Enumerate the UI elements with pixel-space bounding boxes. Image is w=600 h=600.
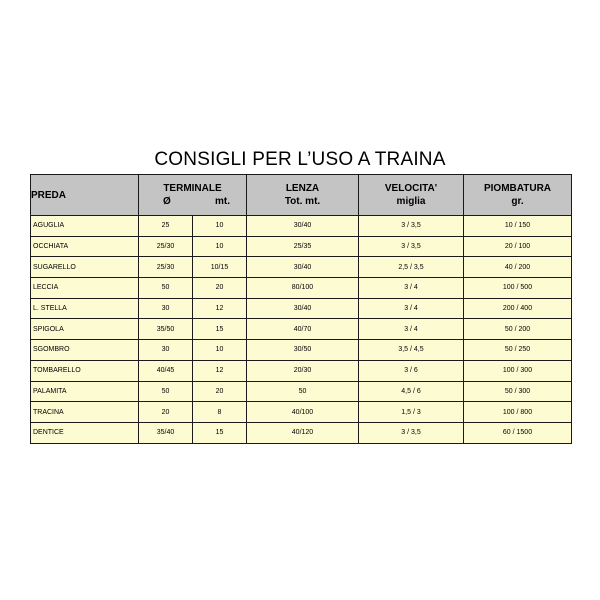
cell-preda: PALAMITA [31, 381, 139, 402]
cell-velocita: 2,5 / 3,5 [359, 257, 464, 278]
cell-velocita: 3 / 3,5 [359, 422, 464, 443]
cell-lenza: 80/100 [247, 278, 359, 299]
cell-velocita: 3 / 3,5 [359, 216, 464, 237]
header-preda-label: PREDA [31, 189, 67, 201]
cell-velocita: 4,5 / 6 [359, 381, 464, 402]
cell-preda: SGOMBRO [31, 340, 139, 361]
header-piombatura-label: PIOMBATURA [483, 183, 552, 194]
cell-mt: 10 [193, 340, 247, 361]
cell-piombatura: 10 / 150 [464, 216, 572, 237]
header-lenza-label: LENZA [285, 183, 320, 194]
header-piombatura-sub: gr. [511, 196, 524, 207]
cell-lenza: 30/50 [247, 340, 359, 361]
header-velocita [359, 175, 464, 216]
cell-piombatura: 50 / 200 [464, 319, 572, 340]
header-terminale [139, 175, 247, 216]
cell-velocita: 3 / 4 [359, 298, 464, 319]
table-row [31, 298, 572, 319]
cell-preda: SPIGOLA [31, 319, 139, 340]
cell-lenza: 30/40 [247, 257, 359, 278]
cell-mt: 10 [193, 216, 247, 237]
cell-piombatura: 60 / 1500 [464, 422, 572, 443]
cell-diam: 25/30 [139, 236, 193, 257]
cell-preda: TRACINA [31, 402, 139, 423]
cell-mt: 12 [193, 360, 247, 381]
cell-preda: TOMBARELLO [31, 360, 139, 381]
cell-velocita: 3 / 3,5 [359, 236, 464, 257]
cell-lenza: 30/40 [247, 298, 359, 319]
cell-diam: 25/30 [139, 257, 193, 278]
cell-velocita: 1,5 / 3 [359, 402, 464, 423]
cell-preda: OCCHIATA [31, 236, 139, 257]
header-velocita-sub: miglia [396, 196, 426, 207]
cell-lenza: 50 [247, 381, 359, 402]
cell-piombatura: 200 / 400 [464, 298, 572, 319]
cell-piombatura: 40 / 200 [464, 257, 572, 278]
cell-mt: 15 [193, 422, 247, 443]
trolling-table [30, 174, 572, 444]
cell-lenza: 40/120 [247, 422, 359, 443]
header-terminale-diam: Ø [163, 196, 171, 207]
table-row [31, 236, 572, 257]
header-lenza [247, 175, 359, 216]
cell-velocita: 3 / 4 [359, 278, 464, 299]
cell-diam: 40/45 [139, 360, 193, 381]
cell-mt: 10 [193, 236, 247, 257]
table-row [31, 216, 572, 237]
cell-velocita: 3,5 / 4,5 [359, 340, 464, 361]
cell-lenza: 25/35 [247, 236, 359, 257]
cell-lenza: 30/40 [247, 216, 359, 237]
table-row [31, 422, 572, 443]
cell-preda: SUGARELLO [31, 257, 139, 278]
cell-mt: 8 [193, 402, 247, 423]
cell-lenza: 40/100 [247, 402, 359, 423]
table-row [31, 402, 572, 423]
cell-preda: LECCIA [31, 278, 139, 299]
cell-piombatura: 20 / 100 [464, 236, 572, 257]
header-terminale-mt: mt. [215, 196, 230, 207]
cell-velocita: 3 / 4 [359, 319, 464, 340]
cell-piombatura: 100 / 500 [464, 278, 572, 299]
cell-piombatura: 100 / 800 [464, 402, 572, 423]
cell-preda: DENTICE [31, 422, 139, 443]
header-preda [31, 175, 139, 216]
page-title: CONSIGLI PER L’USO A TRAINA [154, 149, 446, 170]
cell-mt: 20 [193, 381, 247, 402]
header-velocita-label: VELOCITA' [384, 183, 438, 194]
cell-diam: 35/50 [139, 319, 193, 340]
table-row [31, 319, 572, 340]
table-row [31, 278, 572, 299]
header-row [31, 175, 572, 216]
cell-mt: 20 [193, 278, 247, 299]
table-row [31, 340, 572, 361]
cell-mt: 12 [193, 298, 247, 319]
cell-piombatura: 50 / 300 [464, 381, 572, 402]
cell-mt: 10/15 [193, 257, 247, 278]
cell-preda: L. STELLA [31, 298, 139, 319]
cell-lenza: 20/30 [247, 360, 359, 381]
cell-mt: 15 [193, 319, 247, 340]
cell-preda: AGUGLIA [31, 216, 139, 237]
cell-diam: 50 [139, 381, 193, 402]
table-row [31, 360, 572, 381]
cell-diam: 30 [139, 298, 193, 319]
cell-diam: 20 [139, 402, 193, 423]
table-row [31, 257, 572, 278]
cell-diam: 35/40 [139, 422, 193, 443]
header-piombatura [464, 175, 572, 216]
cell-diam: 50 [139, 278, 193, 299]
cell-velocita: 3 / 6 [359, 360, 464, 381]
cell-diam: 30 [139, 340, 193, 361]
cell-piombatura: 100 / 300 [464, 360, 572, 381]
header-terminale-sub [139, 195, 246, 208]
cell-piombatura: 50 / 250 [464, 340, 572, 361]
header-lenza-sub: Tot. mt. [284, 196, 321, 207]
table-row [31, 381, 572, 402]
cell-diam: 25 [139, 216, 193, 237]
header-terminale-label: TERMINALE [163, 183, 222, 194]
cell-lenza: 40/70 [247, 319, 359, 340]
